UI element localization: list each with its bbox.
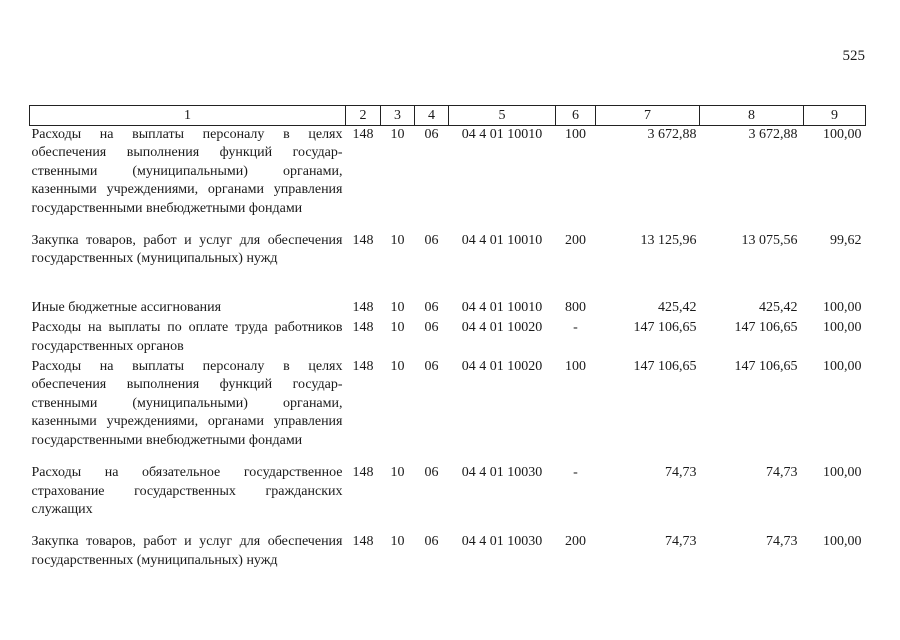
cell-section: 10 (390, 299, 405, 315)
table-row (30, 358, 866, 464)
cell-type: 100 (565, 359, 586, 375)
cell-value-8: 74,73 (766, 465, 798, 481)
cell-value-7: 74,73 (665, 534, 697, 550)
column-header: 7 (596, 106, 700, 126)
cell-value-7: 13 125,96 (640, 233, 697, 249)
cell-code: 148 (352, 320, 374, 336)
cell-value-9: 100,00 (823, 320, 862, 336)
column-header: 6 (556, 106, 596, 126)
cell-value-7: 74,73 (665, 465, 697, 481)
cell-type: 100 (565, 127, 586, 142)
budget-table (29, 105, 866, 570)
cell-value-8: 13 075,56 (741, 233, 798, 249)
cell-type: 200 (565, 534, 586, 550)
cell-value-9: 99,62 (830, 233, 862, 249)
cell-code: 148 (352, 534, 374, 550)
cell-section: 10 (390, 233, 405, 249)
cell-code: 148 (352, 465, 374, 481)
cell-target: 04 4 01 10020 (461, 359, 543, 375)
cell-value-9: 100,00 (823, 127, 862, 142)
table-row (30, 299, 866, 319)
cell-subsection: 06 (424, 299, 439, 315)
cell-subsection: 06 (424, 534, 439, 550)
cell-subsection: 06 (424, 359, 439, 375)
cell-value-9: 100,00 (823, 359, 862, 375)
cell-value-9: 100,00 (823, 534, 862, 550)
cell-value-7: 425,42 (658, 299, 697, 315)
column-number-row (30, 106, 866, 126)
cell-value-8: 147 106,65 (734, 359, 798, 375)
cell-target: 04 4 01 10030 (461, 534, 543, 550)
cell-value-8: 425,42 (759, 299, 798, 315)
cell-code: 148 (352, 299, 374, 315)
table-row (30, 533, 866, 570)
cell-subsection: 06 (424, 127, 439, 142)
column-header: 4 (415, 106, 449, 126)
cell-type: - (573, 320, 578, 336)
cell-type: - (573, 465, 578, 481)
table-row (30, 464, 866, 533)
cell-section: 10 (390, 534, 405, 550)
cell-subsection: 06 (424, 465, 439, 481)
row-description: Закупка товаров, работ и услуг для обеспечения государственных (муниципальных) нужд (31, 233, 343, 267)
column-header: 3 (381, 106, 415, 126)
cell-value-8: 147 106,65 (734, 320, 798, 336)
row-description: Закупка товаров, работ и услуг для обеспечения государственных (муниципальных) нужд (31, 534, 343, 568)
page-number: 525 (842, 48, 865, 64)
cell-type: 800 (565, 299, 586, 315)
cell-value-8: 74,73 (766, 534, 798, 550)
row-description: Расходы на обязательное государственное страхование государственных гражданских служащих (31, 465, 343, 517)
cell-value-9: 100,00 (823, 465, 862, 481)
row-description: Иные бюджетные ассигнования (31, 299, 222, 315)
cell-code: 148 (352, 127, 374, 142)
cell-value-7: 147 106,65 (633, 320, 697, 336)
cell-code: 148 (352, 359, 374, 375)
cell-target: 04 4 01 10010 (461, 127, 543, 142)
cell-type: 200 (565, 233, 586, 249)
table-row (30, 232, 866, 299)
cell-section: 10 (390, 320, 405, 336)
row-description: Расходы на выплаты по оплате труда работников государственных органов (31, 320, 343, 354)
cell-value-8: 3 672,88 (748, 127, 798, 142)
cell-target: 04 4 01 10010 (461, 299, 543, 315)
cell-target: 04 4 01 10020 (461, 320, 543, 336)
table-row (30, 126, 866, 233)
cell-section: 10 (390, 465, 405, 481)
column-header: 1 (30, 106, 346, 126)
column-header: 9 (804, 106, 866, 126)
cell-code: 148 (352, 233, 374, 249)
cell-value-7: 147 106,65 (633, 359, 697, 375)
cell-subsection: 06 (424, 233, 439, 249)
cell-value-7: 3 672,88 (647, 127, 697, 142)
cell-section: 10 (390, 127, 405, 142)
row-description: Расходы на выплаты персоналу в целях обеспечения выполнения функций государ-ственными (муниципальными) органами, казенными учреждениями, органами управления государственными внебюджетными фондами (31, 359, 343, 448)
cell-subsection: 06 (424, 320, 439, 336)
cell-section: 10 (390, 359, 405, 375)
column-header: 8 (700, 106, 804, 126)
cell-value-9: 100,00 (823, 299, 862, 315)
row-description: Расходы на выплаты персоналу в целях обеспечения выполнения функций государ-ственными (муниципальными) органами, казенными учреждениями, органами управления государственными внебюджетными фондами (31, 127, 343, 216)
table-row (30, 319, 866, 358)
cell-target: 04 4 01 10010 (461, 233, 543, 249)
cell-target: 04 4 01 10030 (461, 465, 543, 481)
column-header: 5 (449, 106, 556, 126)
column-header: 2 (346, 106, 381, 126)
